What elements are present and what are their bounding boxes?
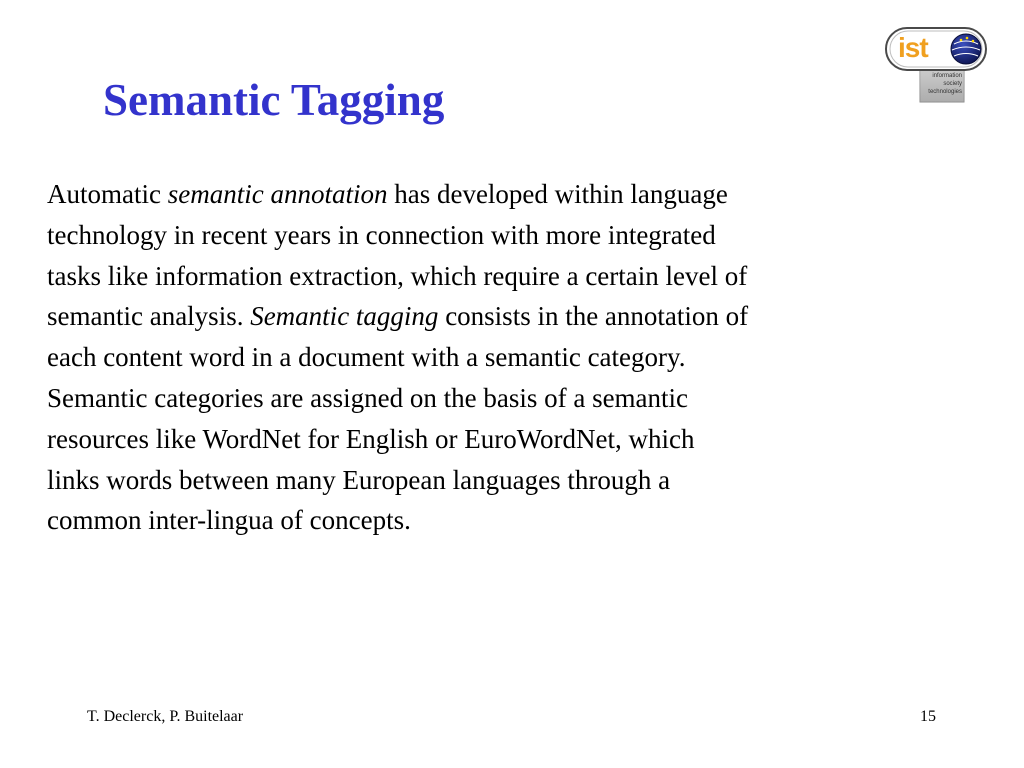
ist-caption-line-1: information <box>932 73 962 79</box>
body-text-segment: Automatic <box>47 179 168 209</box>
footer-page-number: 15 <box>920 708 936 725</box>
body-line-7: resources like WordNet for English or EuroWordNet, which <box>47 423 695 454</box>
ist-caption-line-3: technologies <box>928 89 962 95</box>
ist-caption <box>920 72 964 96</box>
emphasis-semantic-tagging: Semantic tagging <box>250 301 439 332</box>
body-line-2: technology in recent years in connection with more integrated <box>47 219 716 250</box>
body-line-4 <box>47 296 957 337</box>
body-text-segment: semantic analysis. <box>47 301 251 332</box>
body-line-6: Semantic categories are assigned on the basis of a semantic <box>47 382 689 413</box>
ist-wordmark: ist <box>898 32 928 63</box>
body-line-8: links words between many European languages through a <box>47 464 671 495</box>
body-line-1 <box>47 174 957 215</box>
body-line-3: tasks like information extraction, which require a certain level of <box>47 260 748 291</box>
body-text-segment: consists in the annotation of <box>438 301 749 332</box>
body-paragraph <box>47 174 957 541</box>
ist-logo <box>884 22 988 104</box>
ist-caption-line-2: society <box>943 81 962 87</box>
body-text-segment: has developed within language <box>387 179 728 209</box>
body-line-9: common inter-lingua of concepts. <box>47 505 411 536</box>
footer-authors: T. Declerck, P. Buitelaar <box>87 708 244 725</box>
slide-title: Semantic Tagging <box>103 75 445 125</box>
emphasis-semantic-annotation: semantic annotation <box>167 179 388 209</box>
body-line-5: each content word in a document with a semantic category. <box>47 342 686 373</box>
